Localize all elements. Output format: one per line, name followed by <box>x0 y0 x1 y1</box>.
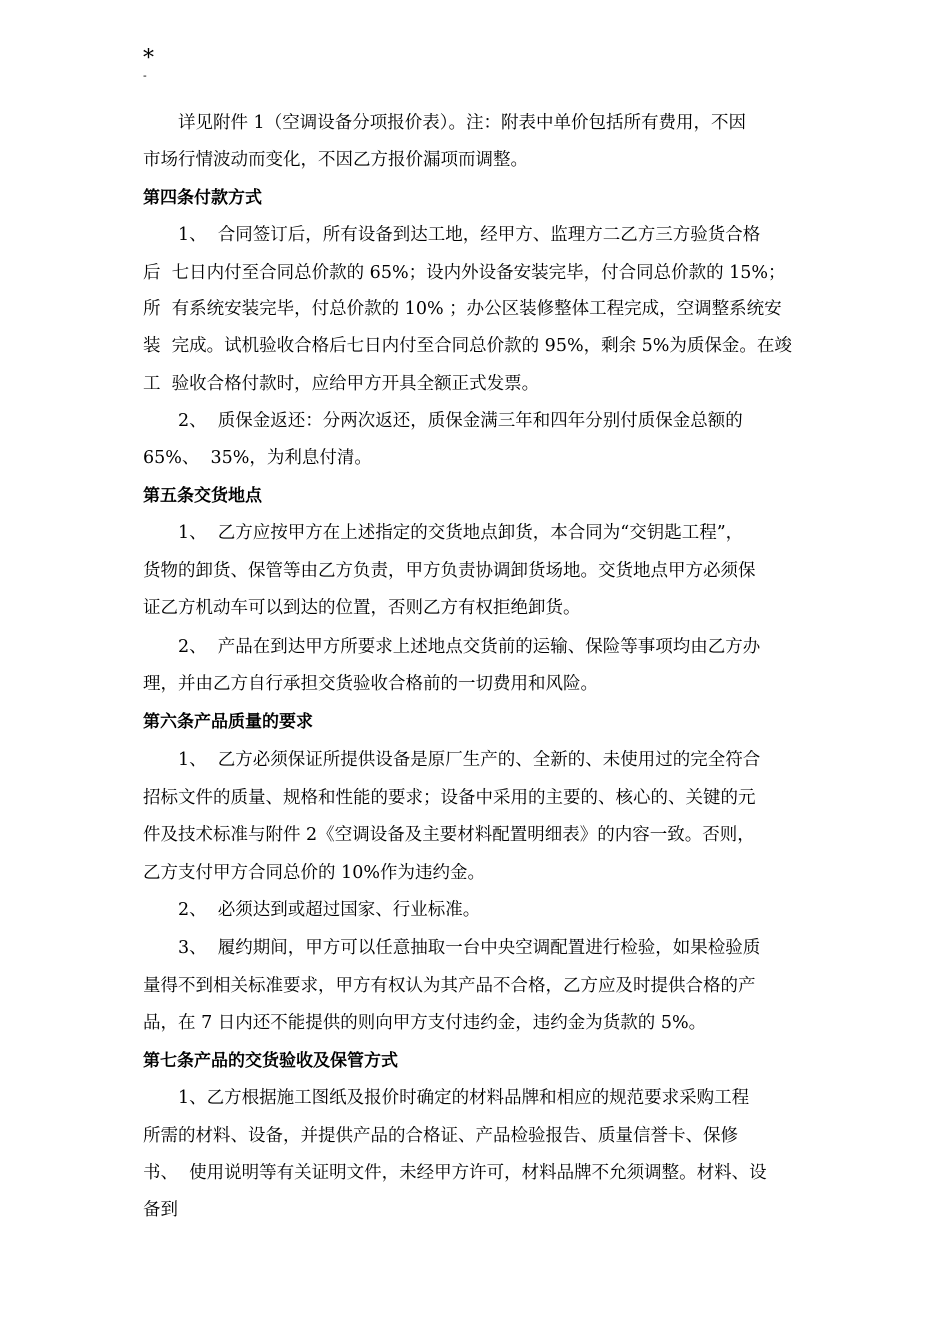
body-line: 市场行情波动而变化，不因乙方报价漏项而调整。 <box>143 150 528 170</box>
body-line: 所需的材料、设备，并提供产品的合格证、产品检验报告、质量信誉卡、保修 <box>143 1126 738 1146</box>
body-line: 2、 产品在到达甲方所要求上述地点交货前的运输、保险等事项均由乙方办 <box>178 637 761 657</box>
body-line: 所 有系统安装完毕，付总价款的 10% ；办公区装修整体工程完成，空调整系统安 <box>143 299 782 319</box>
body-line: 乙方支付甲方合同总价的 10%作为违约金。 <box>143 863 485 883</box>
body-line: 3、 履约期间，甲方可以任意抽取一台中央空调配置进行检验，如果检验质 <box>178 938 761 958</box>
body-line: 理，并由乙方自行承担交货验收合格前的一切费用和风险。 <box>143 674 598 694</box>
body-line: 2、 必须达到或超过国家、行业标准。 <box>178 900 481 920</box>
body-line: 工 验收合格付款时，应给甲方开具全额正式发票。 <box>143 374 540 394</box>
body-line: 备到 <box>143 1200 178 1220</box>
header-dash: - <box>143 69 147 82</box>
body-line: 后 七日内付至合同总价款的 65%；设内外设备安装完毕，付合同总价款的 15%； <box>143 263 786 283</box>
section-heading-article-7: 第七条产品的交货验收及保管方式 <box>143 1051 398 1071</box>
section-heading-article-5: 第五条交货地点 <box>143 486 262 506</box>
header-asterisk: * <box>143 46 154 71</box>
section-heading-article-4: 第四条付款方式 <box>143 188 262 208</box>
body-line: 1、 乙方必须保证所提供设备是原厂生产的、全新的、未使用过的完全符合 <box>178 750 761 770</box>
body-line: 货物的卸货、保管等由乙方负责，甲方负责协调卸货场地。交货地点甲方必须保 <box>143 561 756 581</box>
body-line: 详见附件 1（空调设备分项报价表）。注：附表中单价包括所有费用，不因 <box>178 113 746 133</box>
body-line: 1、 乙方应按甲方在上述指定的交货地点卸货，本合同为“交钥匙工程”， <box>178 523 744 543</box>
body-line: 招标文件的质量、规格和性能的要求；设备中采用的主要的、核心的、关键的元 <box>143 788 756 808</box>
body-line: 2、 质保金返还：分两次返还，质保金满三年和四年分别付质保金总额的 <box>178 411 743 431</box>
body-line: 1、 合同签订后，所有设备到达工地，经甲方、监理方二乙方三方验货合格 <box>178 225 761 245</box>
body-line: 装 完成。试机验收合格后七日内付至合同总价款的 95%，剩余 5%为质保金。在竣 <box>143 336 792 356</box>
body-line: 证乙方机动车可以到达的位置，否则乙方有权拒绝卸货。 <box>143 598 581 618</box>
body-line: 65%、 35%，为利息付清。 <box>143 448 372 468</box>
body-line: 量得不到相关标准要求，甲方有权认为其产品不合格，乙方应及时提供合格的产 <box>143 976 756 996</box>
section-heading-article-6: 第六条产品质量的要求 <box>143 712 313 732</box>
body-line: 品，在 7 日内还不能提供的则向甲方支付违约金，违约金为货款的 5%。 <box>143 1013 707 1033</box>
body-line: 件及技术标准与附件 2《空调设备及主要材料配置明细表》的内容一致。否则， <box>143 825 755 845</box>
body-line: 1、乙方根据施工图纸及报价时确定的材料品牌和相应的规范要求采购工程 <box>178 1088 750 1108</box>
body-line: 书、 使用说明等有关证明文件，未经甲方许可，材料品牌不允须调整。材料、设 <box>143 1163 767 1183</box>
